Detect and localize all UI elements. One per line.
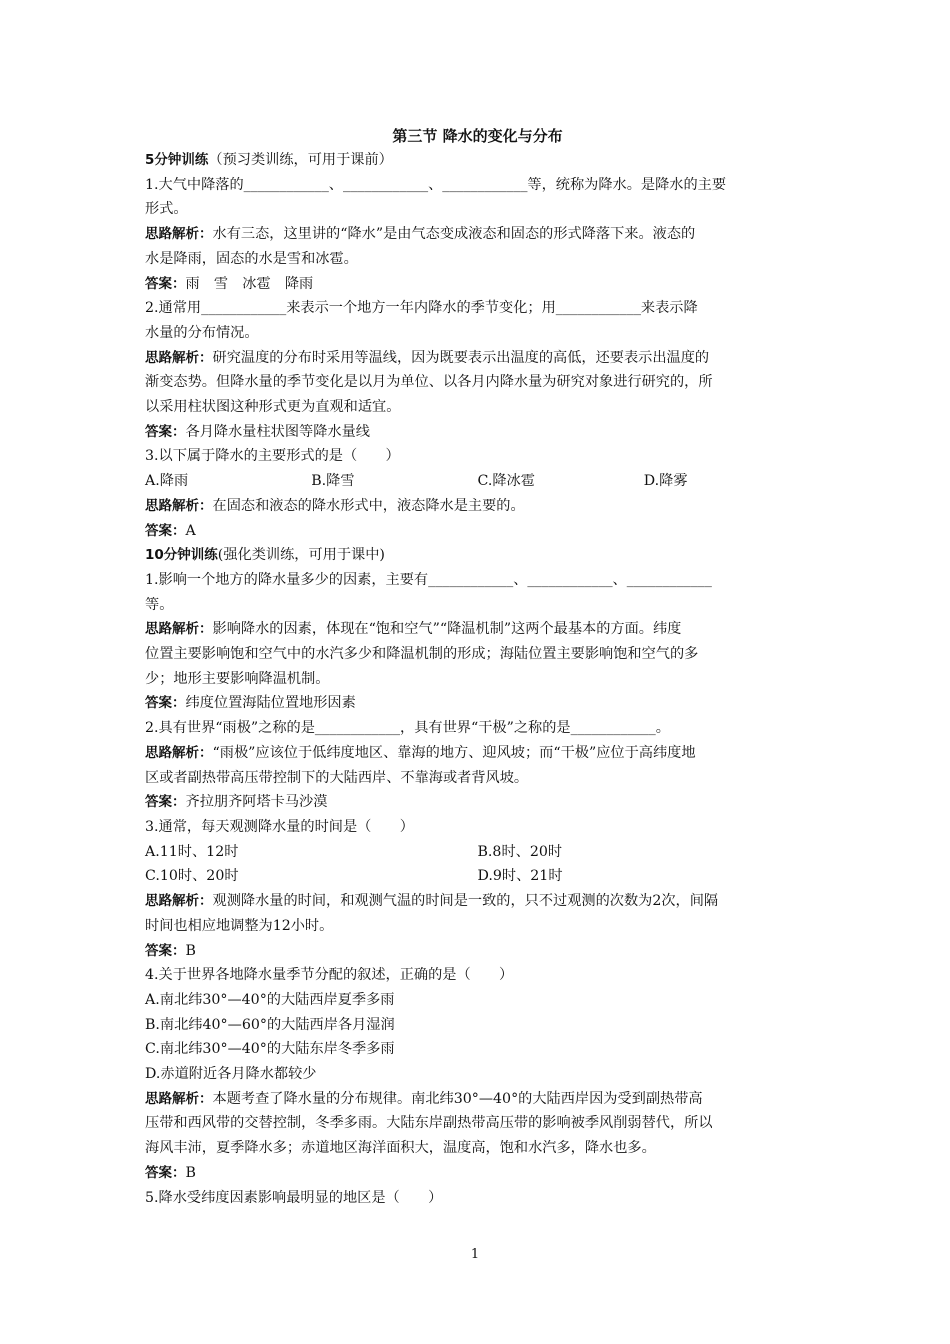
- q2-answer: 答案：各月降水量柱状图等降水量线: [145, 423, 370, 440]
- p1-analysis-2: 位置主要影响饱和空气中的水汽多少和降温机制的形成；海陆位置主要影响饱和空气的多: [145, 646, 699, 663]
- option-d: D.9时、21时: [477, 868, 563, 885]
- q1-line1: 1.大气中降落的____________、____________、____________等，统称为降水。是降水的主要: [145, 176, 727, 193]
- p1-line1: 1.影响一个地方的降水量多少的因素，主要有____________、____________、____________: [145, 571, 712, 588]
- option-c: C.降冰雹: [477, 473, 535, 490]
- p3-answer: 答案：B: [145, 942, 196, 959]
- p1-analysis-3: 少；地形主要影响降温机制。: [145, 670, 330, 687]
- q2-analysis-3: 以采用柱状图这种形式更为直观和适宜。: [145, 399, 401, 416]
- option-a: A.南北纬30°—40°的大陆西岸夏季多雨: [145, 991, 395, 1008]
- q3-analysis: 思路解析：在固态和液态的降水形式中，液态降水是主要的。: [145, 497, 525, 514]
- p1-answer: 答案：纬度位置海陆位置地形因素: [145, 695, 356, 712]
- p3-options-row2: [145, 864, 810, 889]
- training-heading-10min: 10分钟训练(强化类训练，可用于课中): [145, 547, 385, 564]
- p3-analysis-2: 时间也相应地调整为12小时。: [145, 917, 334, 934]
- option-a: A.降雨: [145, 473, 189, 490]
- q2-analysis-2: 渐变态势。但降水量的季节变化是以月为单位、以各月内降水量为研究对象进行研究的，所: [145, 374, 713, 391]
- q1-answer: 答案：雨 雪 冰雹 降雨: [145, 275, 314, 292]
- p2-answer: 答案：齐拉朋齐阿塔卡马沙漠: [145, 794, 328, 811]
- q3-options: [145, 469, 810, 494]
- p2-analysis-2: 区或者副热带高压带控制下的大陆西岸、不靠海或者背风坡。: [145, 769, 529, 786]
- p4-analysis-1: 思路解析：本题考查了降水量的分布规律。南北纬30°—40°的大陆西岸因为受到副热带高: [145, 1090, 703, 1107]
- p4-analysis-2: 压带和西风带的交替控制，冬季多雨。大陆东岸副热带高压带的影响被季风削弱替代，所以: [145, 1115, 713, 1132]
- p2-question: 2.具有世界“雨极”之称的是____________，具有世界“干极”之称的是____________。: [145, 720, 670, 737]
- section-title: 第三节 降水的变化与分布: [392, 127, 563, 145]
- p3-options-row1: [145, 840, 810, 865]
- option-c: C.10时、20时: [145, 868, 239, 885]
- option-b: B.南北纬40°—60°的大陆西岸各月湿润: [145, 1016, 395, 1033]
- q1-line2: 形式。: [145, 201, 188, 218]
- p3-analysis-1: 思路解析：观测降水量的时间，和观测气温的时间是一致的，只不过观测的次数为2次，间隔: [145, 893, 719, 910]
- q2-line1: 2.通常用____________来表示一个地方一年内降水的季节变化；用____________来表示降: [145, 300, 698, 317]
- p2-analysis-1: 思路解析：“雨极”应该位于低纬度地区、靠海的地方、迎风坡；而“干极”应位于高纬度地: [145, 744, 696, 761]
- option-d: D.降雾: [643, 473, 688, 490]
- q3-answer: 答案：A: [145, 522, 196, 539]
- option-c: C.南北纬30°—40°的大陆东岸冬季多雨: [145, 1041, 395, 1058]
- p4-analysis-3: 海风丰沛，夏季降水多；赤道地区海洋面积大，温度高，饱和水汽多，降水也多。: [145, 1140, 656, 1157]
- page-number: 1: [470, 1247, 480, 1262]
- q2-line2: 水量的分布情况。: [145, 324, 259, 341]
- option-b: B.降雪: [311, 473, 355, 490]
- option-d: D.赤道附近各月降水都较少: [145, 1066, 317, 1083]
- p5-question: 5.降水受纬度因素影响最明显的地区是（ ）: [145, 1189, 443, 1206]
- p1-line2: 等。: [145, 596, 174, 613]
- q1-analysis-1: 思路解析：水有三态，这里讲的“降水”是由气态变成液态和固态的形式降落下来。液态的: [145, 226, 696, 243]
- document-body: [145, 124, 810, 1210]
- p1-analysis-1: 思路解析：影响降水的因素，体现在“饱和空气”“降温机制”这两个最基本的方面。纬度: [145, 621, 682, 638]
- option-b: B.8时、20时: [477, 843, 563, 860]
- p4-answer: 答案：B: [145, 1164, 196, 1181]
- training-heading-5min: 5分钟训练（预习类训练，可用于课前）: [145, 152, 393, 168]
- p3-question: 3.通常，每天观测降水量的时间是（ ）: [145, 818, 414, 835]
- option-a: A.11时、12时: [145, 843, 239, 860]
- q3-question: 3.以下属于降水的主要形式的是（ ）: [145, 448, 400, 465]
- q2-analysis-1: 思路解析：研究温度的分布时采用等温线，因为既要表示出温度的高低，还要表示出温度的: [145, 349, 710, 366]
- p4-question: 4.关于世界各地降水量季节分配的叙述，正确的是（ ）: [145, 967, 514, 984]
- q1-analysis-2: 水是降雨，固态的水是雪和冰雹。: [145, 250, 358, 267]
